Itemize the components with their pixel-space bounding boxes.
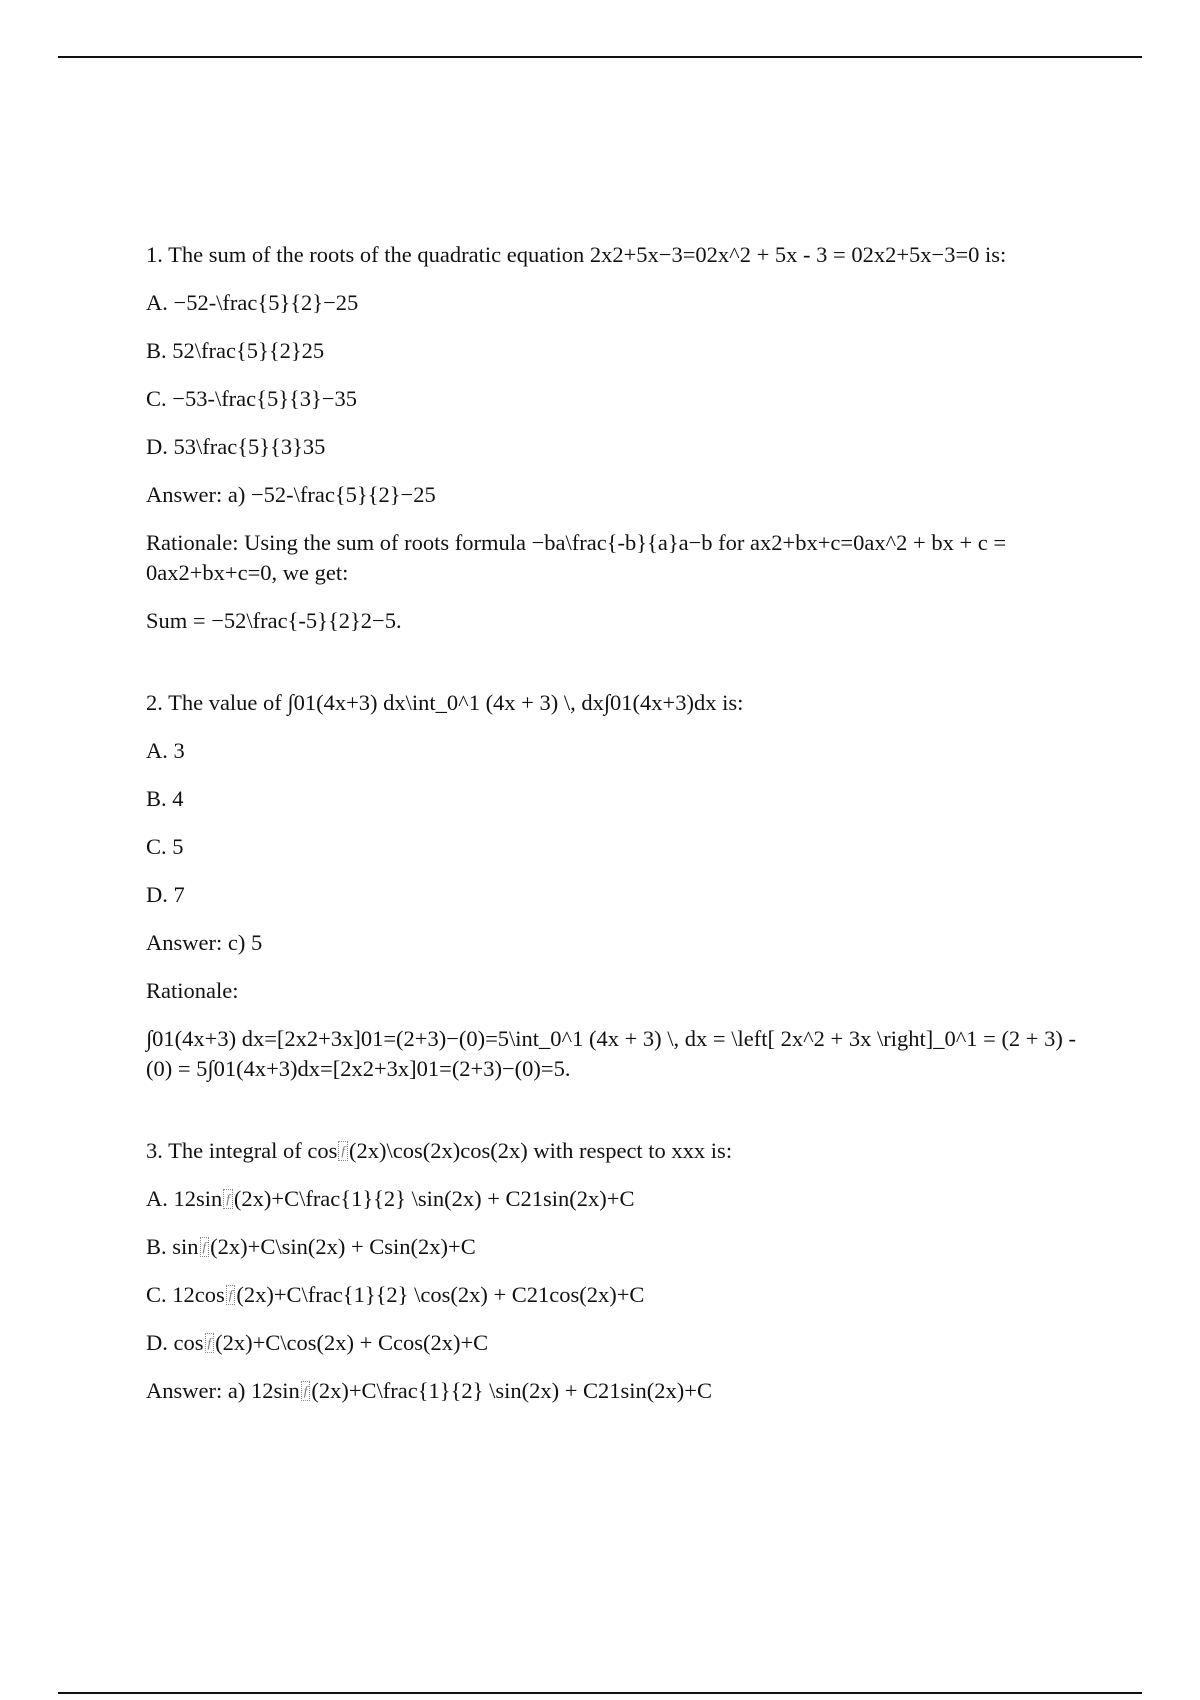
option-1c: C. −53-\frac{5}{3}−35 xyxy=(146,386,358,411)
option-3b-post: (2x)+C\sin(2x) + Csin(2x)+C xyxy=(210,1234,476,1259)
option-1b: B. 52\frac{5}{2}25 xyxy=(146,338,325,363)
missing-glyph-icon: f⁡ xyxy=(200,1237,210,1257)
answer-2: Answer: c) 5 xyxy=(146,930,263,955)
answer-1: Answer: a) −52-\frac{5}{2}−25 xyxy=(146,482,436,507)
option-2c: C. 5 xyxy=(146,834,184,859)
answer-3 xyxy=(146,1376,1096,1406)
option-3a-pre: A. 12sin xyxy=(146,1186,223,1211)
question-2: 2. The value of ∫01(4x+3) dx\int_0^1 (4x + 3) \, dx∫01(4x+3)dx is: xyxy=(146,690,744,715)
option-1d: D. 53\frac{5}{3}35 xyxy=(146,434,326,459)
document-body xyxy=(146,240,1096,1424)
missing-glyph-icon: f⁡ xyxy=(205,1333,215,1353)
option-2b: B. 4 xyxy=(146,786,184,811)
option-3d-pre: D. cos xyxy=(146,1330,204,1355)
option-3d-post: (2x)+C\cos(2x) + Ccos(2x)+C xyxy=(215,1330,489,1355)
question-3 xyxy=(146,1136,1096,1166)
question-3-post: (2x)\cos(2x)cos(2x) with respect to xxx is: xyxy=(349,1138,733,1163)
option-3b-pre: B. sin xyxy=(146,1234,199,1259)
rationale-1-sum: Sum = −52\frac{-5}{2}2−5. xyxy=(146,608,402,633)
answer-3-pre: Answer: a) 12sin xyxy=(146,1378,300,1403)
header-rule xyxy=(58,56,1142,58)
answer-3-post: (2x)+C\frac{1}{2} \sin(2x) + C21sin(2x)+C xyxy=(311,1378,712,1403)
missing-glyph-icon: f⁡ xyxy=(338,1141,348,1161)
missing-glyph-icon: f⁡ xyxy=(301,1381,311,1401)
question-3-pre: 3. The integral of cos xyxy=(146,1138,338,1163)
missing-glyph-icon: f⁡ xyxy=(223,1189,233,1209)
rationale-2: ∫01(4x+3) dx=[2x2+3x]01=(2+3)−(0)=5\int_0^1 (4x + 3) \, dx = \left[ 2x^2 + 3x \right]_0^1 = (2 + 3) - (0) = 5∫01(4x+3)dx=[2x2+3x]01=(2+3)−(0)=5. xyxy=(146,1026,1076,1081)
option-3a xyxy=(146,1184,1096,1214)
option-3c xyxy=(146,1280,1096,1310)
option-2a: A. 3 xyxy=(146,738,185,763)
option-3b xyxy=(146,1232,1096,1262)
option-3a-post: (2x)+C\frac{1}{2} \sin(2x) + C21sin(2x)+C xyxy=(233,1186,635,1211)
option-3c-post: (2x)+C\frac{1}{2} \cos(2x) + C21cos(2x)+C xyxy=(236,1282,645,1307)
missing-glyph-icon: f⁡ xyxy=(226,1285,236,1305)
rationale-2-label: Rationale: xyxy=(146,978,239,1003)
option-2d: D. 7 xyxy=(146,882,185,907)
footer-rule xyxy=(58,1692,1142,1694)
option-3c-pre: C. 12cos xyxy=(146,1282,225,1307)
rationale-1: Rationale: Using the sum of roots formula −ba\frac{-b}{a}a−b for ax2+bx+c=0ax^2 + bx + c = 0ax2+bx+c=0, we get: xyxy=(146,530,1007,585)
option-3d xyxy=(146,1328,1096,1358)
option-1a: A. −52-\frac{5}{2}−25 xyxy=(146,290,359,315)
question-1: 1. The sum of the roots of the quadratic equation 2x2+5x−3=02x^2 + 5x - 3 = 02x2+5x−3=0 is: xyxy=(146,242,1007,267)
